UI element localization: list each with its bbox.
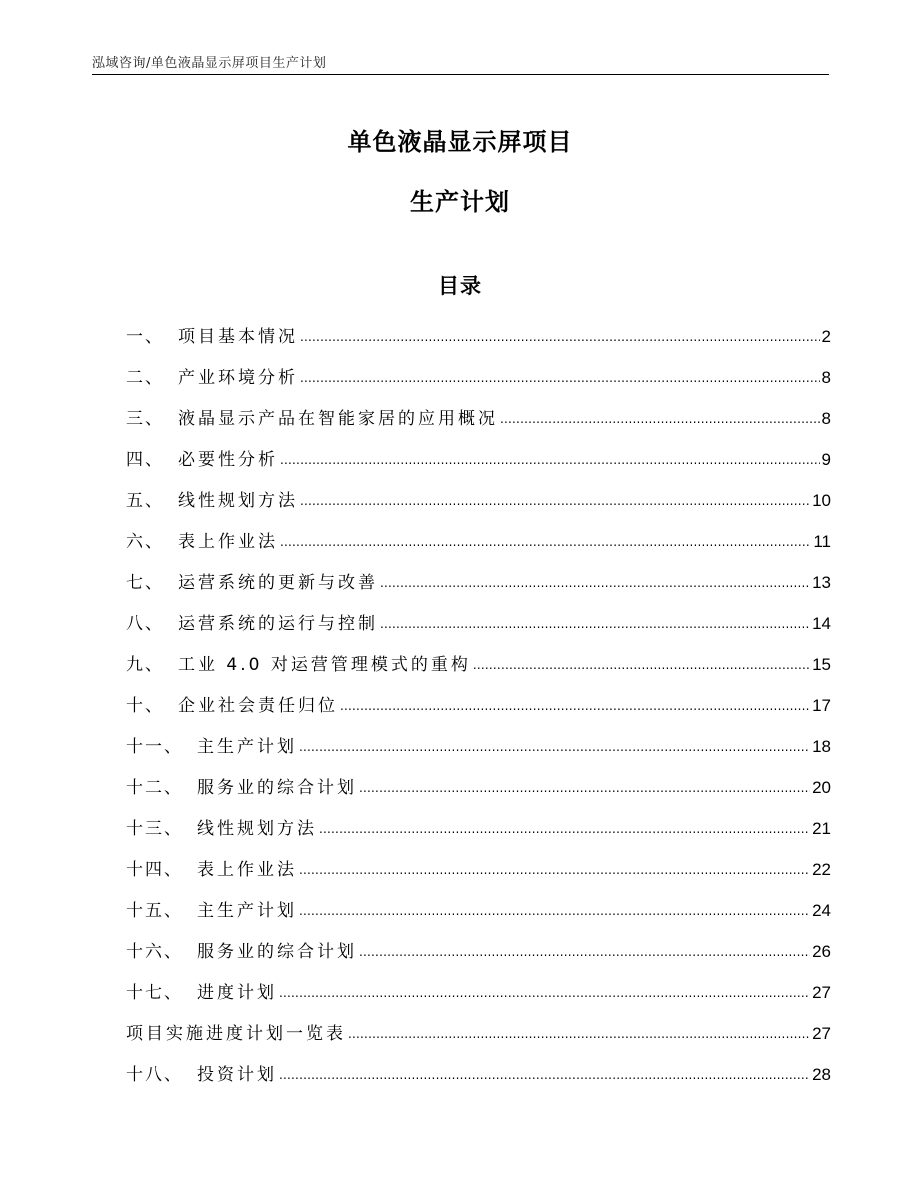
toc-entry-page-number: 11 — [813, 532, 831, 551]
toc-entry-title: 进度计划 — [197, 983, 277, 1003]
toc-entry-page-number: 2 — [821, 327, 831, 346]
toc-entry[interactable] — [126, 937, 831, 978]
toc-entry-page-number: 15 — [812, 655, 831, 674]
toc-entry-title: 工业 4.0 对运营管理模式的重构 — [178, 655, 471, 675]
toc-entry-number: 十三、 — [126, 819, 183, 839]
toc-entry-title: 项目基本情况 — [178, 327, 298, 347]
toc-entry-page-number: 27 — [812, 1024, 831, 1043]
toc-entry-page-number: 24 — [812, 901, 831, 920]
toc-entry[interactable] — [126, 445, 831, 486]
toc-heading: 目录 — [438, 274, 482, 298]
toc-entry-number: 十七、 — [126, 983, 183, 1003]
toc-entry-page-number: 17 — [812, 696, 831, 715]
toc-entry-title: 运营系统的更新与改善 — [178, 573, 378, 593]
toc-dot-leader — [380, 618, 810, 630]
toc-dot-leader — [279, 1069, 810, 1081]
toc-entry[interactable] — [126, 691, 831, 732]
toc-entry-number: 七、 — [126, 573, 164, 593]
toc-entry-title: 主生产计划 — [197, 901, 297, 921]
toc-dot-leader — [299, 864, 810, 876]
toc-dot-leader — [280, 454, 820, 466]
toc-entry-number: 十、 — [126, 696, 164, 716]
toc-entry-page-number: 28 — [812, 1065, 831, 1084]
toc-entry-title: 必要性分析 — [178, 450, 278, 470]
toc-entry[interactable] — [126, 896, 831, 937]
toc-dot-leader — [300, 331, 820, 343]
toc-entry[interactable] — [126, 978, 831, 1019]
toc-entry-number: 三、 — [126, 409, 164, 429]
toc-entry[interactable] — [126, 1019, 831, 1060]
toc-dot-leader — [300, 372, 820, 384]
toc-entry-page-number: 10 — [812, 491, 831, 510]
toc-entry-number: 二、 — [126, 368, 164, 388]
toc-entry[interactable] — [126, 732, 831, 773]
toc-entry[interactable] — [126, 814, 831, 855]
toc-entry-number: 八、 — [126, 614, 164, 634]
toc-entry-page-number: 22 — [812, 860, 831, 879]
toc-dot-leader — [473, 659, 810, 671]
toc-dot-leader — [359, 782, 810, 794]
toc-entry-page-number: 8 — [821, 368, 831, 387]
toc-entry-title: 液晶显示产品在智能家居的应用概况 — [178, 409, 498, 429]
toc-dot-leader — [500, 413, 820, 425]
toc-entry-title: 运营系统的运行与控制 — [178, 614, 378, 634]
toc-dot-leader — [319, 823, 810, 835]
toc-entry-number: 十四、 — [126, 860, 183, 880]
toc-dot-leader — [279, 987, 810, 999]
toc-entry[interactable] — [126, 404, 831, 445]
toc-entry[interactable] — [126, 650, 831, 691]
toc-entry-title: 产业环境分析 — [178, 368, 298, 388]
toc-entry-title: 线性规划方法 — [178, 491, 298, 511]
toc-entry-title: 表上作业法 — [197, 860, 297, 880]
toc-entry[interactable] — [126, 855, 831, 896]
toc-entry-title: 服务业的综合计划 — [197, 942, 357, 962]
toc-entry-page-number: 9 — [821, 450, 831, 469]
toc-entry[interactable] — [126, 322, 831, 363]
toc-entry[interactable] — [126, 1060, 831, 1101]
toc-entry-number: 十五、 — [126, 901, 183, 921]
toc-entry-number: 六、 — [126, 532, 164, 552]
toc-entry-title: 线性规划方法 — [197, 819, 317, 839]
toc-dot-leader — [348, 1028, 810, 1040]
toc-entry[interactable] — [126, 609, 831, 650]
toc-entry-number: 四、 — [126, 450, 164, 470]
toc-entry-page-number: 14 — [812, 614, 831, 633]
toc-dot-leader — [280, 536, 811, 548]
toc-entry-page-number: 26 — [812, 942, 831, 961]
toc-entry-title: 投资计划 — [197, 1065, 277, 1085]
toc-entry[interactable] — [126, 773, 831, 814]
toc-entry[interactable] — [126, 527, 831, 568]
toc-dot-leader — [299, 905, 810, 917]
toc-entry-number: 十六、 — [126, 942, 183, 962]
toc-entry-page-number: 21 — [812, 819, 831, 838]
toc-entry[interactable] — [126, 486, 831, 527]
toc-entry-number: 五、 — [126, 491, 164, 511]
toc-entry-number: 十八、 — [126, 1065, 183, 1085]
toc-entry-page-number: 18 — [812, 737, 831, 756]
toc-dot-leader — [300, 495, 810, 507]
toc-entry[interactable] — [126, 363, 831, 404]
toc-entry-title: 项目实施进度计划一览表 — [126, 1024, 346, 1044]
toc-entry-page-number: 8 — [821, 409, 831, 428]
toc-entry-number: 十二、 — [126, 778, 183, 798]
toc-dot-leader — [299, 741, 810, 753]
running-header: 泓域咨询/单色液晶显示屏项目生产计划 — [92, 56, 327, 71]
toc-entry-title: 表上作业法 — [178, 532, 278, 552]
toc-entry-number: 九、 — [126, 655, 164, 675]
toc-entry-page-number: 27 — [812, 983, 831, 1002]
toc-entry-title: 企业社会责任归位 — [178, 696, 338, 716]
toc-entry-page-number: 13 — [812, 573, 831, 592]
toc-entry-number: 一、 — [126, 327, 164, 347]
toc-entry[interactable] — [126, 568, 831, 609]
toc-entry-title: 主生产计划 — [197, 737, 297, 757]
table-of-contents — [126, 322, 831, 1101]
toc-entry-number: 十一、 — [126, 737, 183, 757]
toc-entry-page-number: 20 — [812, 778, 831, 797]
toc-dot-leader — [380, 577, 810, 589]
toc-dot-leader — [340, 700, 810, 712]
header-divider — [92, 74, 829, 75]
document-title-line-1: 单色液晶显示屏项目 — [347, 128, 573, 156]
toc-dot-leader — [359, 946, 810, 958]
toc-entry-title: 服务业的综合计划 — [197, 778, 357, 798]
document-title-line-2: 生产计划 — [410, 188, 510, 216]
